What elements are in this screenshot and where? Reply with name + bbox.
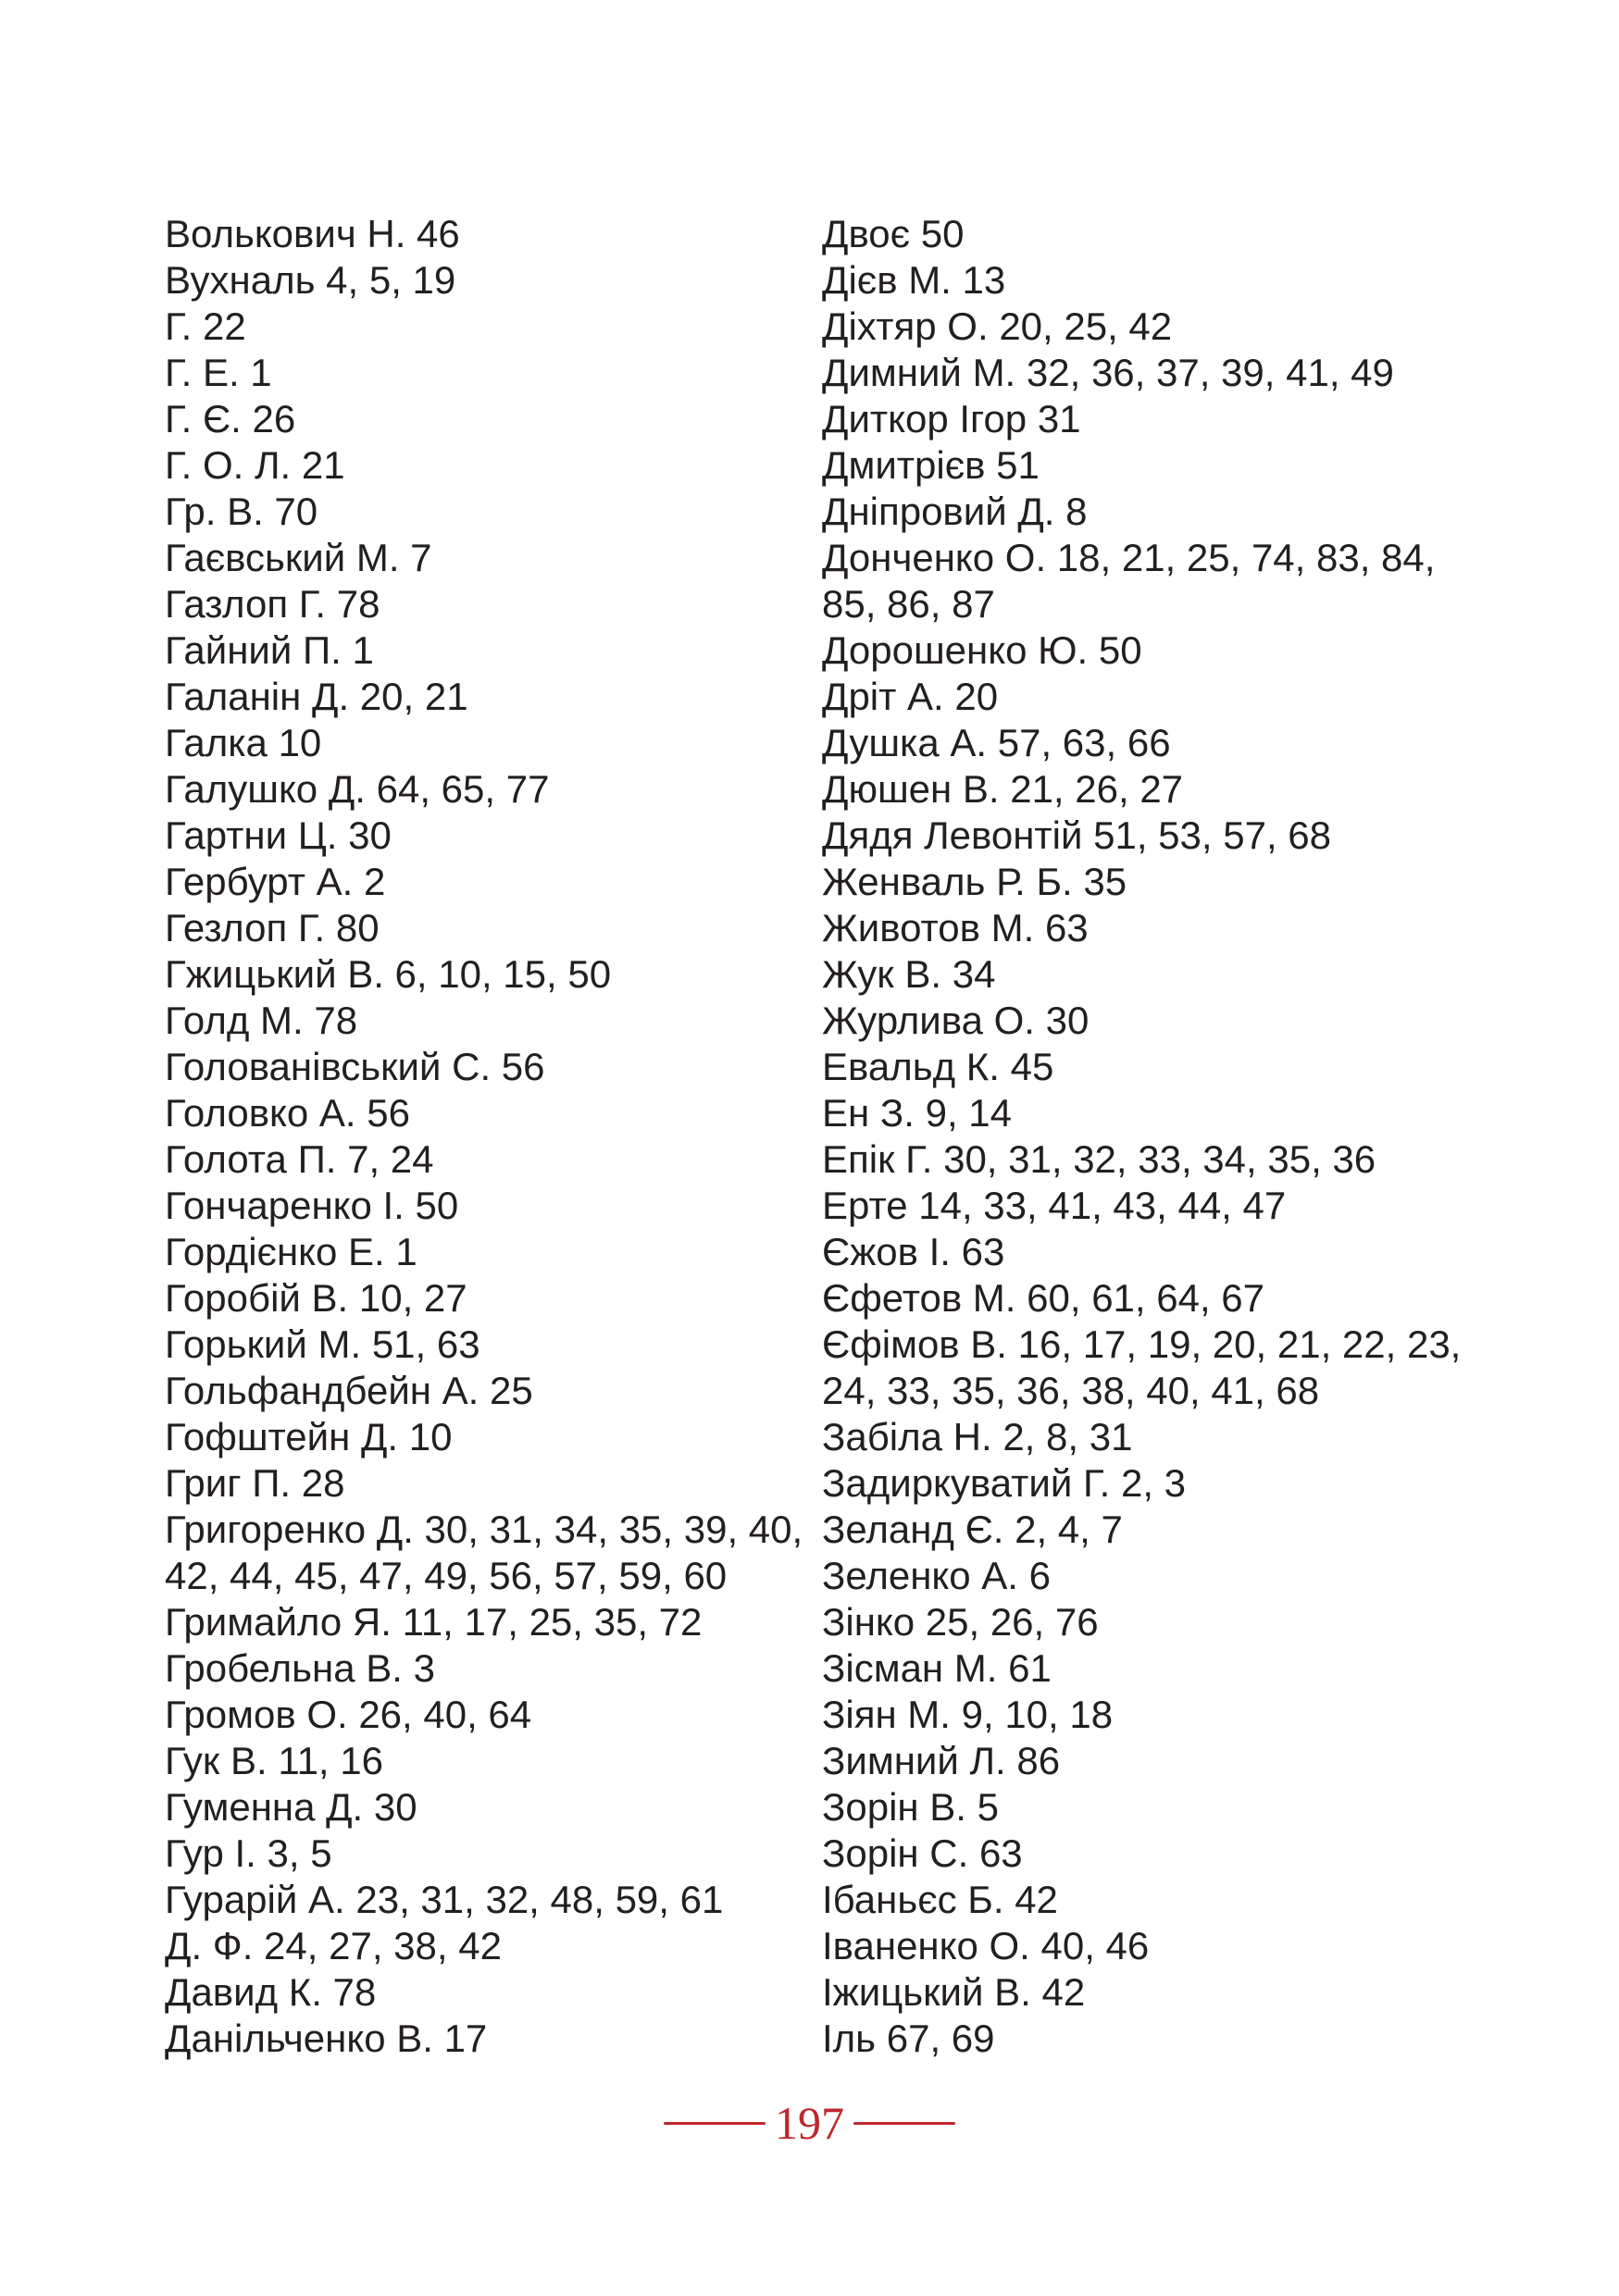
index-entry: Єфімов В. 16, 17, 19, 20, 21, 22, 23, [822, 1322, 1462, 1366]
index-entry: Ен З. 9, 14 [822, 1091, 1012, 1135]
index-entry: Жук В. 34 [822, 952, 996, 996]
index-entry: Диткор Ігор 31 [822, 397, 1081, 441]
index-column-right [822, 211, 1461, 2062]
index-entry: Гуменна Д. 30 [165, 1785, 417, 1829]
index-entry: Гаєвський М. 7 [165, 536, 432, 579]
index-entry: Душка А. 57, 63, 66 [822, 721, 1171, 764]
index-entry: Галушко Д. 64, 65, 77 [165, 767, 550, 811]
index-entry: Волькович Н. 46 [165, 212, 460, 255]
index-entry: Григоренко Д. 30, 31, 34, 35, 39, 40, [165, 1508, 803, 1551]
index-entry: Гербурт А. 2 [165, 860, 386, 903]
index-column-left [165, 211, 803, 2062]
index-entry: Гайний П. 1 [165, 628, 374, 672]
index-entry: Голованівський С. 56 [165, 1045, 545, 1088]
index-entry: Евальд К. 45 [822, 1045, 1054, 1088]
index-entry: Діхтяр О. 20, 25, 42 [822, 304, 1173, 348]
index-entry: Єжов І. 63 [822, 1230, 1005, 1273]
index-entry: Гжицький В. 6, 10, 15, 50 [165, 952, 612, 996]
index-entry: Дорошенко Ю. 50 [822, 628, 1142, 672]
index-entry: Дніпровий Д. 8 [822, 490, 1088, 533]
index-entry: Гартни Ц. 30 [165, 813, 392, 857]
index-entry: Гурарій А. 23, 31, 32, 48, 59, 61 [165, 1878, 724, 1921]
index-entry: Голота П. 7, 24 [165, 1137, 434, 1181]
index-entry: Г. Е. 1 [165, 351, 272, 394]
index-entry: Гончаренко І. 50 [165, 1184, 459, 1227]
index-entry: Єфетов М. 60, 61, 64, 67 [822, 1276, 1265, 1320]
index-entry: Гольфандбейн А. 25 [165, 1369, 533, 1412]
page-number: 197 [775, 2097, 844, 2149]
index-entry: Г. О. Л. 21 [165, 443, 345, 487]
index-entry: Зорін В. 5 [822, 1785, 999, 1829]
footer-rule-right [853, 2122, 955, 2125]
index-entry: Епік Г. 30, 31, 32, 33, 34, 35, 36 [822, 1137, 1376, 1181]
index-entry: Гробельна В. 3 [165, 1646, 435, 1690]
index-entry: Головко А. 56 [165, 1091, 410, 1135]
index-entry: Журлива О. 30 [822, 999, 1090, 1042]
index-entry: 42, 44, 45, 47, 49, 56, 57, 59, 60 [165, 1554, 728, 1597]
index-entry: Громов О. 26, 40, 64 [165, 1693, 532, 1736]
index-entry: Донченко О. 18, 21, 25, 74, 83, 84, [822, 536, 1436, 579]
index-entry: 24, 33, 35, 36, 38, 40, 41, 68 [822, 1369, 1320, 1412]
index-entry: Голд М. 78 [165, 999, 358, 1042]
index-entry: Гезлоп Г. 80 [165, 906, 380, 949]
index-entry: Зісман М. 61 [822, 1646, 1052, 1690]
index-entry: Гордієнко Е. 1 [165, 1230, 417, 1273]
index-entry: Галанін Д. 20, 21 [165, 675, 468, 718]
index-entry: Іль 67, 69 [822, 2017, 995, 2060]
index-entry: Г. Є. 26 [165, 397, 296, 441]
page-footer [0, 2093, 1619, 2153]
index-entry: Зимний Л. 86 [822, 1739, 1061, 1782]
index-entry: 85, 86, 87 [822, 582, 995, 626]
index-entry: Гримайло Я. 11, 17, 25, 35, 72 [165, 1600, 703, 1644]
index-entry: Дюшен В. 21, 26, 27 [822, 767, 1184, 811]
index-entry: Данільченко В. 17 [165, 2017, 488, 2060]
index-entry: Григ П. 28 [165, 1461, 345, 1505]
index-entry: Задиркуватий Г. 2, 3 [822, 1461, 1187, 1505]
footer-rule-left [664, 2122, 766, 2125]
index-entry: Зеланд Є. 2, 4, 7 [822, 1508, 1123, 1551]
index-entry: Зіян М. 9, 10, 18 [822, 1693, 1114, 1736]
index-entry: Ібаньєс Б. 42 [822, 1878, 1058, 1921]
index-entry: Ерте 14, 33, 41, 43, 44, 47 [822, 1184, 1287, 1227]
index-entry: Забіла Н. 2, 8, 31 [822, 1415, 1133, 1458]
index-entry: Гур І. 3, 5 [165, 1831, 332, 1875]
index-entry: Газлоп Г. 78 [165, 582, 380, 626]
index-entry: Г. 22 [165, 304, 246, 348]
index-entry: Зорін С. 63 [822, 1831, 1023, 1875]
index-entry: Горобій В. 10, 27 [165, 1276, 467, 1320]
index-entry: Гр. В. 70 [165, 490, 318, 533]
index-entry: Дієв М. 13 [822, 258, 1006, 302]
index-entry: Дріт А. 20 [822, 675, 999, 718]
index-entry: Горький М. 51, 63 [165, 1322, 480, 1366]
index-entry: Іжицький В. 42 [822, 1970, 1086, 2014]
index-entry: Давид К. 78 [165, 1970, 377, 2014]
index-entry: Дмитрієв 51 [822, 443, 1040, 487]
index-entry: Іваненко О. 40, 46 [822, 1924, 1150, 1967]
index-entry: Вухналь 4, 5, 19 [165, 258, 456, 302]
index-entry: Женваль Р. Б. 35 [822, 860, 1127, 903]
index-entry: Зеленко А. 6 [822, 1554, 1051, 1597]
index-entry: Животов М. 63 [822, 906, 1089, 949]
index-entry: Д. Ф. 24, 27, 38, 42 [165, 1924, 502, 1967]
index-entry: Двоє 50 [822, 212, 965, 255]
index-entry: Димний М. 32, 36, 37, 39, 41, 49 [822, 351, 1394, 394]
index-entry: Зінко 25, 26, 76 [822, 1600, 1099, 1644]
index-entry: Гук В. 11, 16 [165, 1739, 383, 1782]
index-entry: Галка 10 [165, 721, 322, 764]
index-entry: Дядя Левонтій 51, 53, 57, 68 [822, 813, 1331, 857]
index-entry: Гофштейн Д. 10 [165, 1415, 453, 1458]
